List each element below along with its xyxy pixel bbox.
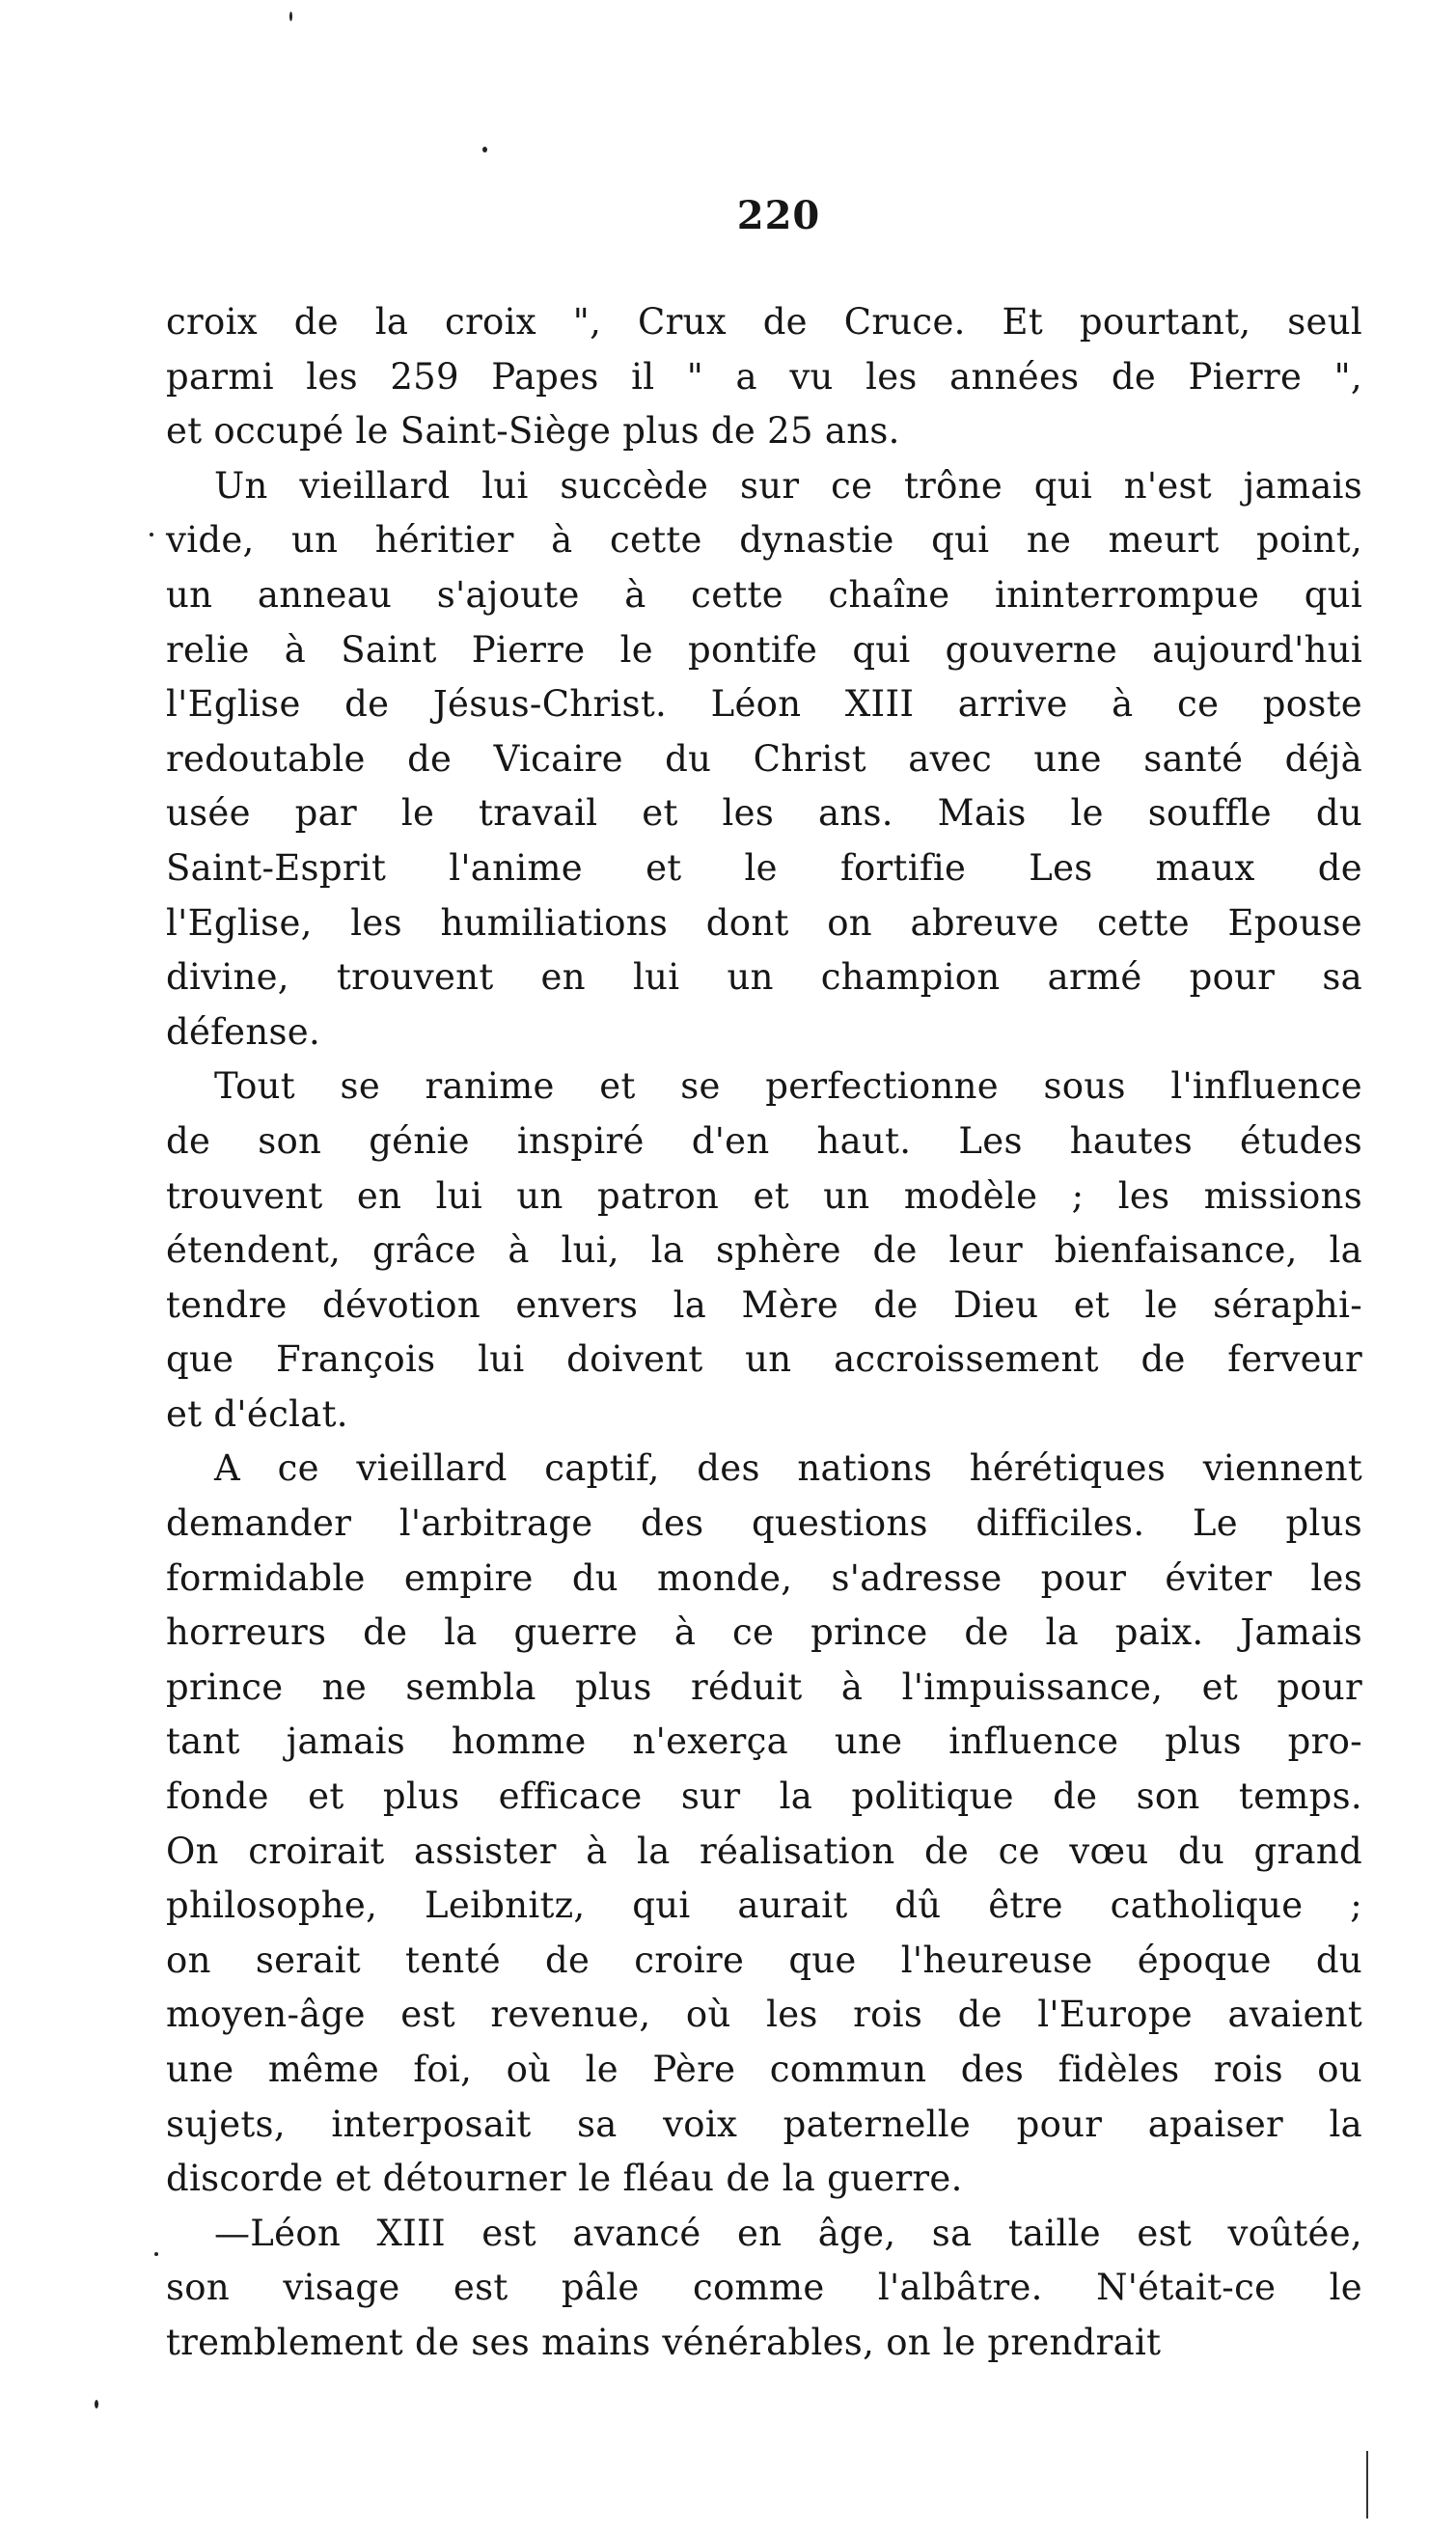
text-line: moyen-âge est revenue, où les rois de l'Europe avaient — [166, 1994, 1362, 2036]
paragraph — [166, 295, 1362, 459]
text-line: On croirait assister à la réalisation de ce vœu du grand — [166, 1830, 1362, 1872]
text-line: sujets, interposait sa voix paternelle pour apaiser la — [166, 2103, 1362, 2145]
paragraph — [166, 1060, 1362, 1442]
book-page — [166, 193, 1362, 2371]
paragraph — [166, 459, 1362, 1060]
text-line: et occupé le Saint-Siège plus de 25 ans. — [166, 410, 900, 453]
text-line: un anneau s'ajoute à cette chaîne ininterrompue qui — [166, 573, 1362, 616]
page-number: 220 — [736, 193, 821, 238]
scan-edge-mark — [1366, 2451, 1368, 2518]
text-line: usée par le travail et les ans. Mais le souffle du — [166, 792, 1362, 835]
scan-speck — [482, 147, 487, 152]
text-line: l'Eglise, les humiliations dont on abreuve cette Epouse — [166, 901, 1362, 944]
text-line: formidable empire du monde, s'adresse pour éviter les — [166, 1556, 1362, 1599]
text-line: tremblement de ses mains vénérables, on le prendrait — [166, 2321, 1162, 2363]
text-line: horreurs de la guerre à ce prince de la paix. Jamais — [166, 1611, 1362, 1654]
scan-speck — [154, 2252, 158, 2256]
text-line: défense. — [166, 1010, 321, 1053]
text-line: A ce vieillard captif, des nations hérétiques viennent — [214, 1447, 1362, 1490]
paragraph — [166, 2207, 1362, 2371]
text-line: croix de la croix ", Crux de Cruce. Et pourtant, seul — [166, 301, 1362, 343]
text-line: relie à Saint Pierre le pontife qui gouverne aujourd'hui — [166, 628, 1362, 671]
scan-speck — [150, 533, 153, 537]
text-line: philosophe, Leibnitz, qui aurait dû être catholique ; — [166, 1885, 1362, 1927]
scan-speck — [289, 12, 292, 21]
text-line: prince ne sembla plus réduit à l'impuissance, et pour — [166, 1665, 1362, 1708]
text-line: parmi les 259 Papes il " a vu les années de Pierre ", — [166, 355, 1362, 398]
text-line: trouvent en lui un patron et un modèle ; les missions — [166, 1174, 1362, 1217]
text-line: vide, un héritier à cette dynastie qui ne meurt point, — [166, 519, 1362, 562]
text-line: redoutable de Vicaire du Christ avec une santé déjà — [166, 737, 1362, 780]
text-line: une même foi, où le Père commun des fidèles rois ou — [166, 2049, 1362, 2090]
text-line: l'Eglise de Jésus-Christ. Léon XIII arrive à ce poste — [166, 683, 1362, 726]
text-line: son visage est pâle comme l'albâtre. N'était-ce le — [166, 2267, 1362, 2309]
text-line: —Léon XIII est avancé en âge, sa taille est voûtée, — [214, 2212, 1362, 2254]
paragraph — [166, 1442, 1362, 2206]
text-line: que François lui doivent un accroissement de ferveur — [166, 1338, 1362, 1381]
text-line: Saint-Esprit l'anime et le fortifie Les maux de — [166, 846, 1362, 889]
text-line: étendent, grâce à lui, la sphère de leur bienfaisance, la — [166, 1229, 1362, 1272]
text-line: et d'éclat. — [166, 1392, 348, 1435]
text-line: fonde et plus efficace sur la politique de son temps. — [166, 1775, 1362, 1818]
text-line: discorde et détourner le fléau de la guerre. — [166, 2158, 963, 2200]
text-line: demander l'arbitrage des questions difficiles. Le plus — [166, 1502, 1362, 1545]
text-line: Tout se ranime et se perfectionne sous l'influence — [214, 1065, 1362, 1108]
text-line: on serait tenté de croire que l'heureuse époque du — [166, 1939, 1362, 1981]
text-line: tant jamais homme n'exerça une influence plus pro- — [166, 1720, 1362, 1763]
scan-speck — [95, 2400, 98, 2408]
text-line: Un vieillard lui succède sur ce trône qui n'est jamais — [214, 464, 1362, 507]
text-line: de son génie inspiré d'en haut. Les hautes études — [166, 1119, 1362, 1162]
body-text — [166, 295, 1362, 2371]
text-line: tendre dévotion envers la Mère de Dieu et le séraphi- — [166, 1283, 1362, 1326]
text-line: divine, trouvent en lui un champion armé pour sa — [166, 956, 1362, 999]
